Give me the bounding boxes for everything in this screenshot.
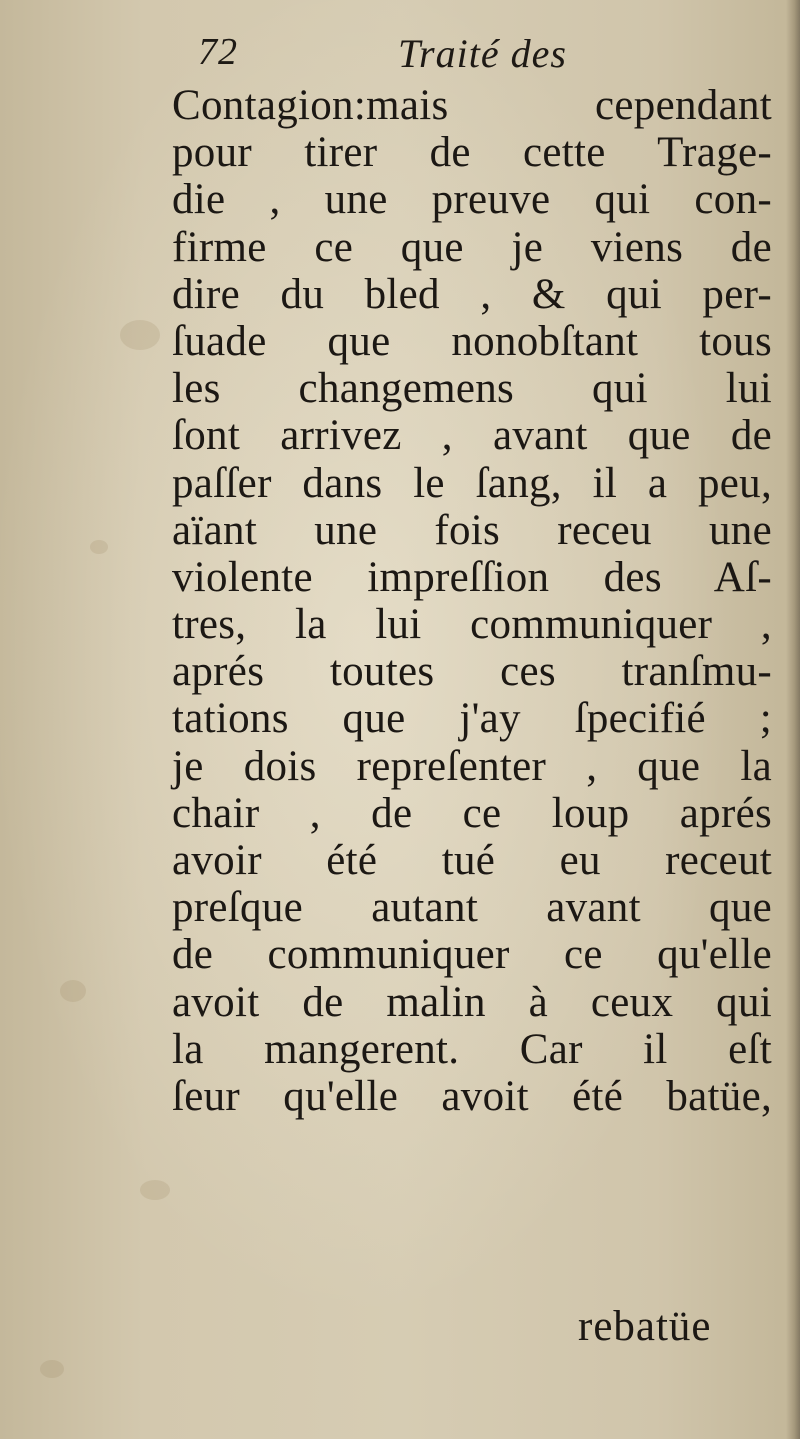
- text-line: aïant une fois receu une: [172, 506, 772, 554]
- text-line: ſuade que nonobſtant tous: [172, 317, 772, 365]
- text-line: ſeur qu'elle avoit été batüe,: [172, 1072, 772, 1120]
- text-line: die , une preuve qui con-: [172, 176, 772, 224]
- catchword: rebatüe: [578, 1303, 712, 1350]
- text-line: les changemens qui lui: [172, 365, 772, 413]
- text-line: tations que j'ay ſpecifié ;: [172, 695, 772, 743]
- foxing-spot: [90, 540, 108, 554]
- text-line: firme ce que je viens de: [172, 223, 772, 271]
- text-line: pour tirer de cette Trage-: [172, 129, 772, 177]
- text-line: avoit de malin à ceux qui: [172, 978, 772, 1026]
- running-title: Traité des: [398, 31, 567, 76]
- text-line: preſque autant avant que: [172, 884, 772, 932]
- text-line: paſſer dans le ſang, il a peu,: [172, 459, 772, 507]
- text-line: Contagion:mais cependant: [172, 82, 772, 129]
- page-number: 72: [198, 31, 238, 73]
- text-line: ſont arrivez , avant que de: [172, 412, 772, 460]
- foxing-spot: [40, 1360, 64, 1378]
- text-line: aprés toutes ces tranſmu-: [172, 648, 772, 696]
- foxing-spot: [60, 980, 86, 1002]
- text-line: la mangerent. Car il eſt: [172, 1025, 772, 1073]
- page-edge: [786, 0, 800, 1439]
- text-line: chair , de ce loup aprés: [172, 789, 772, 837]
- foxing-spot: [140, 1180, 170, 1200]
- text-line: dire du bled , & qui per-: [172, 270, 772, 318]
- foxing-spot: [120, 320, 160, 350]
- text-line: je dois repreſenter , que la: [172, 742, 772, 790]
- text-line: tres, la lui communiquer ,: [172, 601, 772, 649]
- text-line: de communiquer ce qu'elle: [172, 931, 772, 979]
- text-line: violente impreſſion des Aſ-: [172, 553, 772, 601]
- page-header: [198, 30, 618, 80]
- text-line: avoir été tué eu receut: [172, 837, 772, 884]
- body-text: [172, 82, 772, 1120]
